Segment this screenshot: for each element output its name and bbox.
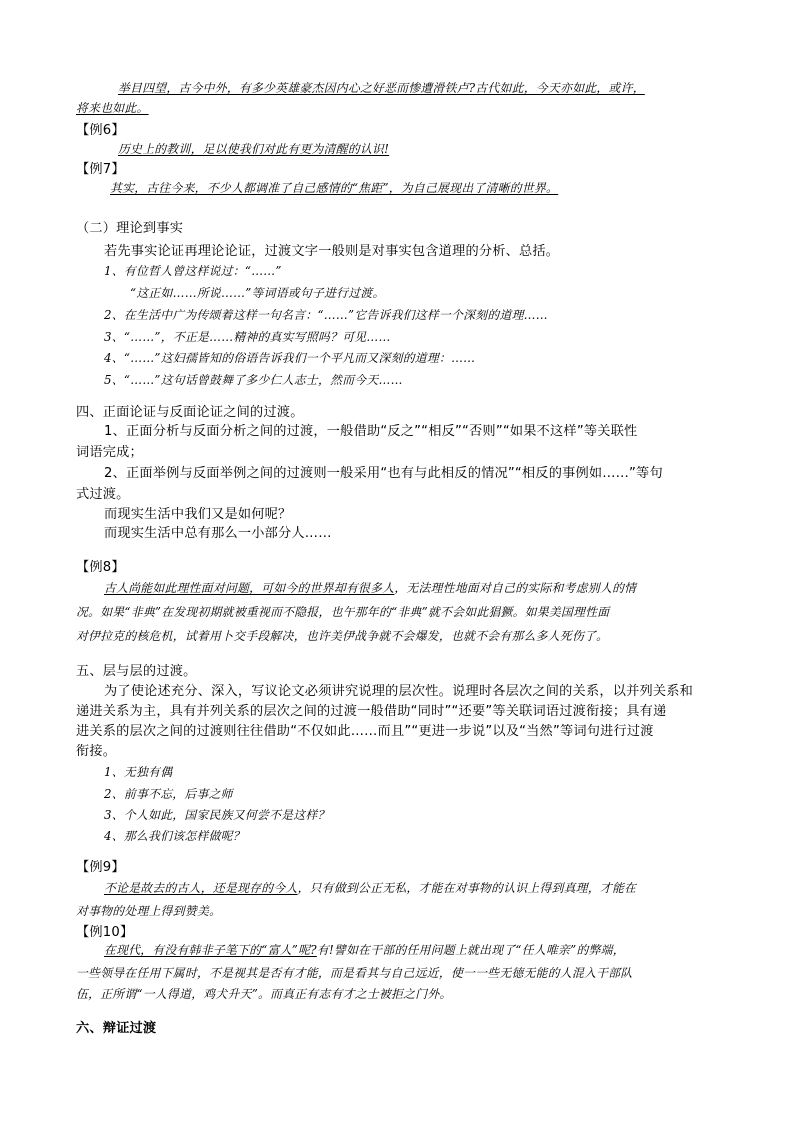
paragraph-line: 递进关系为主，具有并列关系的层次之间的过渡一般借助“同时”“还要”等关联词语过渡衔接；具有递 (76, 704, 667, 719)
example-label: 【例6】 (76, 123, 125, 138)
paragraph-line: 为了使论述充分、深入，写议论文必须讲究说理的层次性。说理时各层次之间的关系，以并列关系和 (104, 684, 694, 699)
list-item: 3、个人如此，国家民族又何尝不是这样？ (104, 808, 330, 822)
paragraph-line: 词语完成； (76, 445, 143, 460)
example-line: 一些领导在任用下属时，不是视其是否有才能，而是看其与自己远近，使一一些无德无能的人混入干部队 (76, 966, 633, 980)
paragraph-line: 而现实生活中我们又是如何呢？ (104, 507, 292, 522)
section-intro: 若先事实论证再理论论证，过渡文字一般则是对事实包含道理的分析、总括。 (104, 244, 560, 259)
example-text: 历史上的教训，足以使我们对此有更为清醒的认识! (118, 142, 390, 156)
list-item: “这正如……所说……”等词语或句子进行过渡。 (130, 286, 385, 300)
list-item: 3、“……”，不正是……精神的真实写照吗？可见…… (104, 330, 391, 344)
example-line: 伍，正所谓“一人得道，鸡犬升天”。而真正有志有才之士被拒之门外。 (76, 987, 452, 1001)
list-item: 4、“……”这妇孺皆知的俗语告诉我们一个平凡而又深刻的道理：…… (104, 351, 476, 365)
paragraph-line: 1、正面分析与反面分析之间的过渡，一般借助“反之”“相反”“否则”“如果不这样”等关联性 (104, 424, 638, 439)
example-line: 况。如果“非典”在发现初期就被重视而不隐报，也午那年的“非典”就不会如此猖獗。如果美国理性面 (76, 605, 610, 619)
example-text: 有!譬如在干部的任用问题上就出现了“任人唯亲”的弊端， (316, 943, 625, 957)
example-text: ，只有做到公正无私，才能在对事物的认识上得到真理，才能在 (297, 881, 637, 895)
example-label: 【例10】 (76, 925, 134, 940)
list-item: 1、有位哲人曾这样说过：“……” (104, 264, 282, 278)
example-underlined-text: 在现代，有没有韩非子笔下的“富人”呢? (104, 943, 317, 957)
paragraph-line: 2、正面举例与反面举例之间的过渡则一般采用“也有与此相反的情况”“相反的事例如……”等句 (104, 466, 663, 481)
paragraph-line: 举目四望，古今中外，有多少英雄豪杰因内心之好恶而惨遭滑铁卢?古代如此，今天亦如此，或许， (118, 81, 645, 95)
example-label: 【例9】 (76, 860, 125, 875)
example-label: 【例8】 (76, 560, 125, 575)
list-item: 2、前事不忘，后事之师 (104, 787, 233, 801)
example-text: 其实，古往今来，不少人都调准了自己感情的“焦距”，为自己展现出了清晰的世界。 (110, 181, 559, 195)
example-underlined-text: 不论是故去的古人，还是现存的今人 (104, 881, 298, 895)
paragraph-line: 而现实生活中总有那么一小部分人…… (104, 526, 332, 541)
example-label: 【例7】 (76, 162, 125, 177)
section-heading: 五、层与层的过渡。 (76, 664, 197, 679)
example-underlined-text: 古人尚能如此理性面对问题，可如今的世界却有很多人 (104, 581, 395, 595)
list-item: 4、那么我们该怎样做呢？ (104, 829, 245, 843)
list-item: 5、“……”这句话曾鼓舞了多少仁人志士，然而今天…… (104, 373, 403, 387)
list-item: 2、在生活中广为传颂着这样一句名言：“……”它告诉我们这样一个深刻的道理…… (104, 308, 548, 322)
example-line: 对事物的处理上得到赞美。 (76, 904, 222, 918)
example-line: 对伊拉克的核危机，试着用卜交手段解决，也许美伊战争就不会爆发，也就不会有那么多人死伤了。 (76, 629, 609, 643)
paragraph-line: 式过渡。 (76, 487, 130, 502)
example-line (104, 579, 636, 596)
paragraph-line: 将来也如此。 (76, 101, 149, 115)
example-line (104, 879, 636, 896)
section-heading: （二）理论到事实 (76, 221, 184, 236)
section-heading: 六、辩证过渡 (76, 1021, 157, 1036)
example-line (104, 941, 625, 958)
section-heading: 四、正面论证与反面论证之间的过渡。 (76, 405, 304, 420)
paragraph-line: 进关系的层次之间的过渡则往往借助“不仅如此……而且”“更进一步说”以及“当然”等词句进行过渡 (76, 724, 654, 739)
paragraph-line: 衔接。 (76, 744, 117, 759)
list-item: 1、无独有偶 (104, 765, 173, 779)
example-text: ，无法理性地面对自己的实际和考虑别人的情 (394, 581, 637, 595)
